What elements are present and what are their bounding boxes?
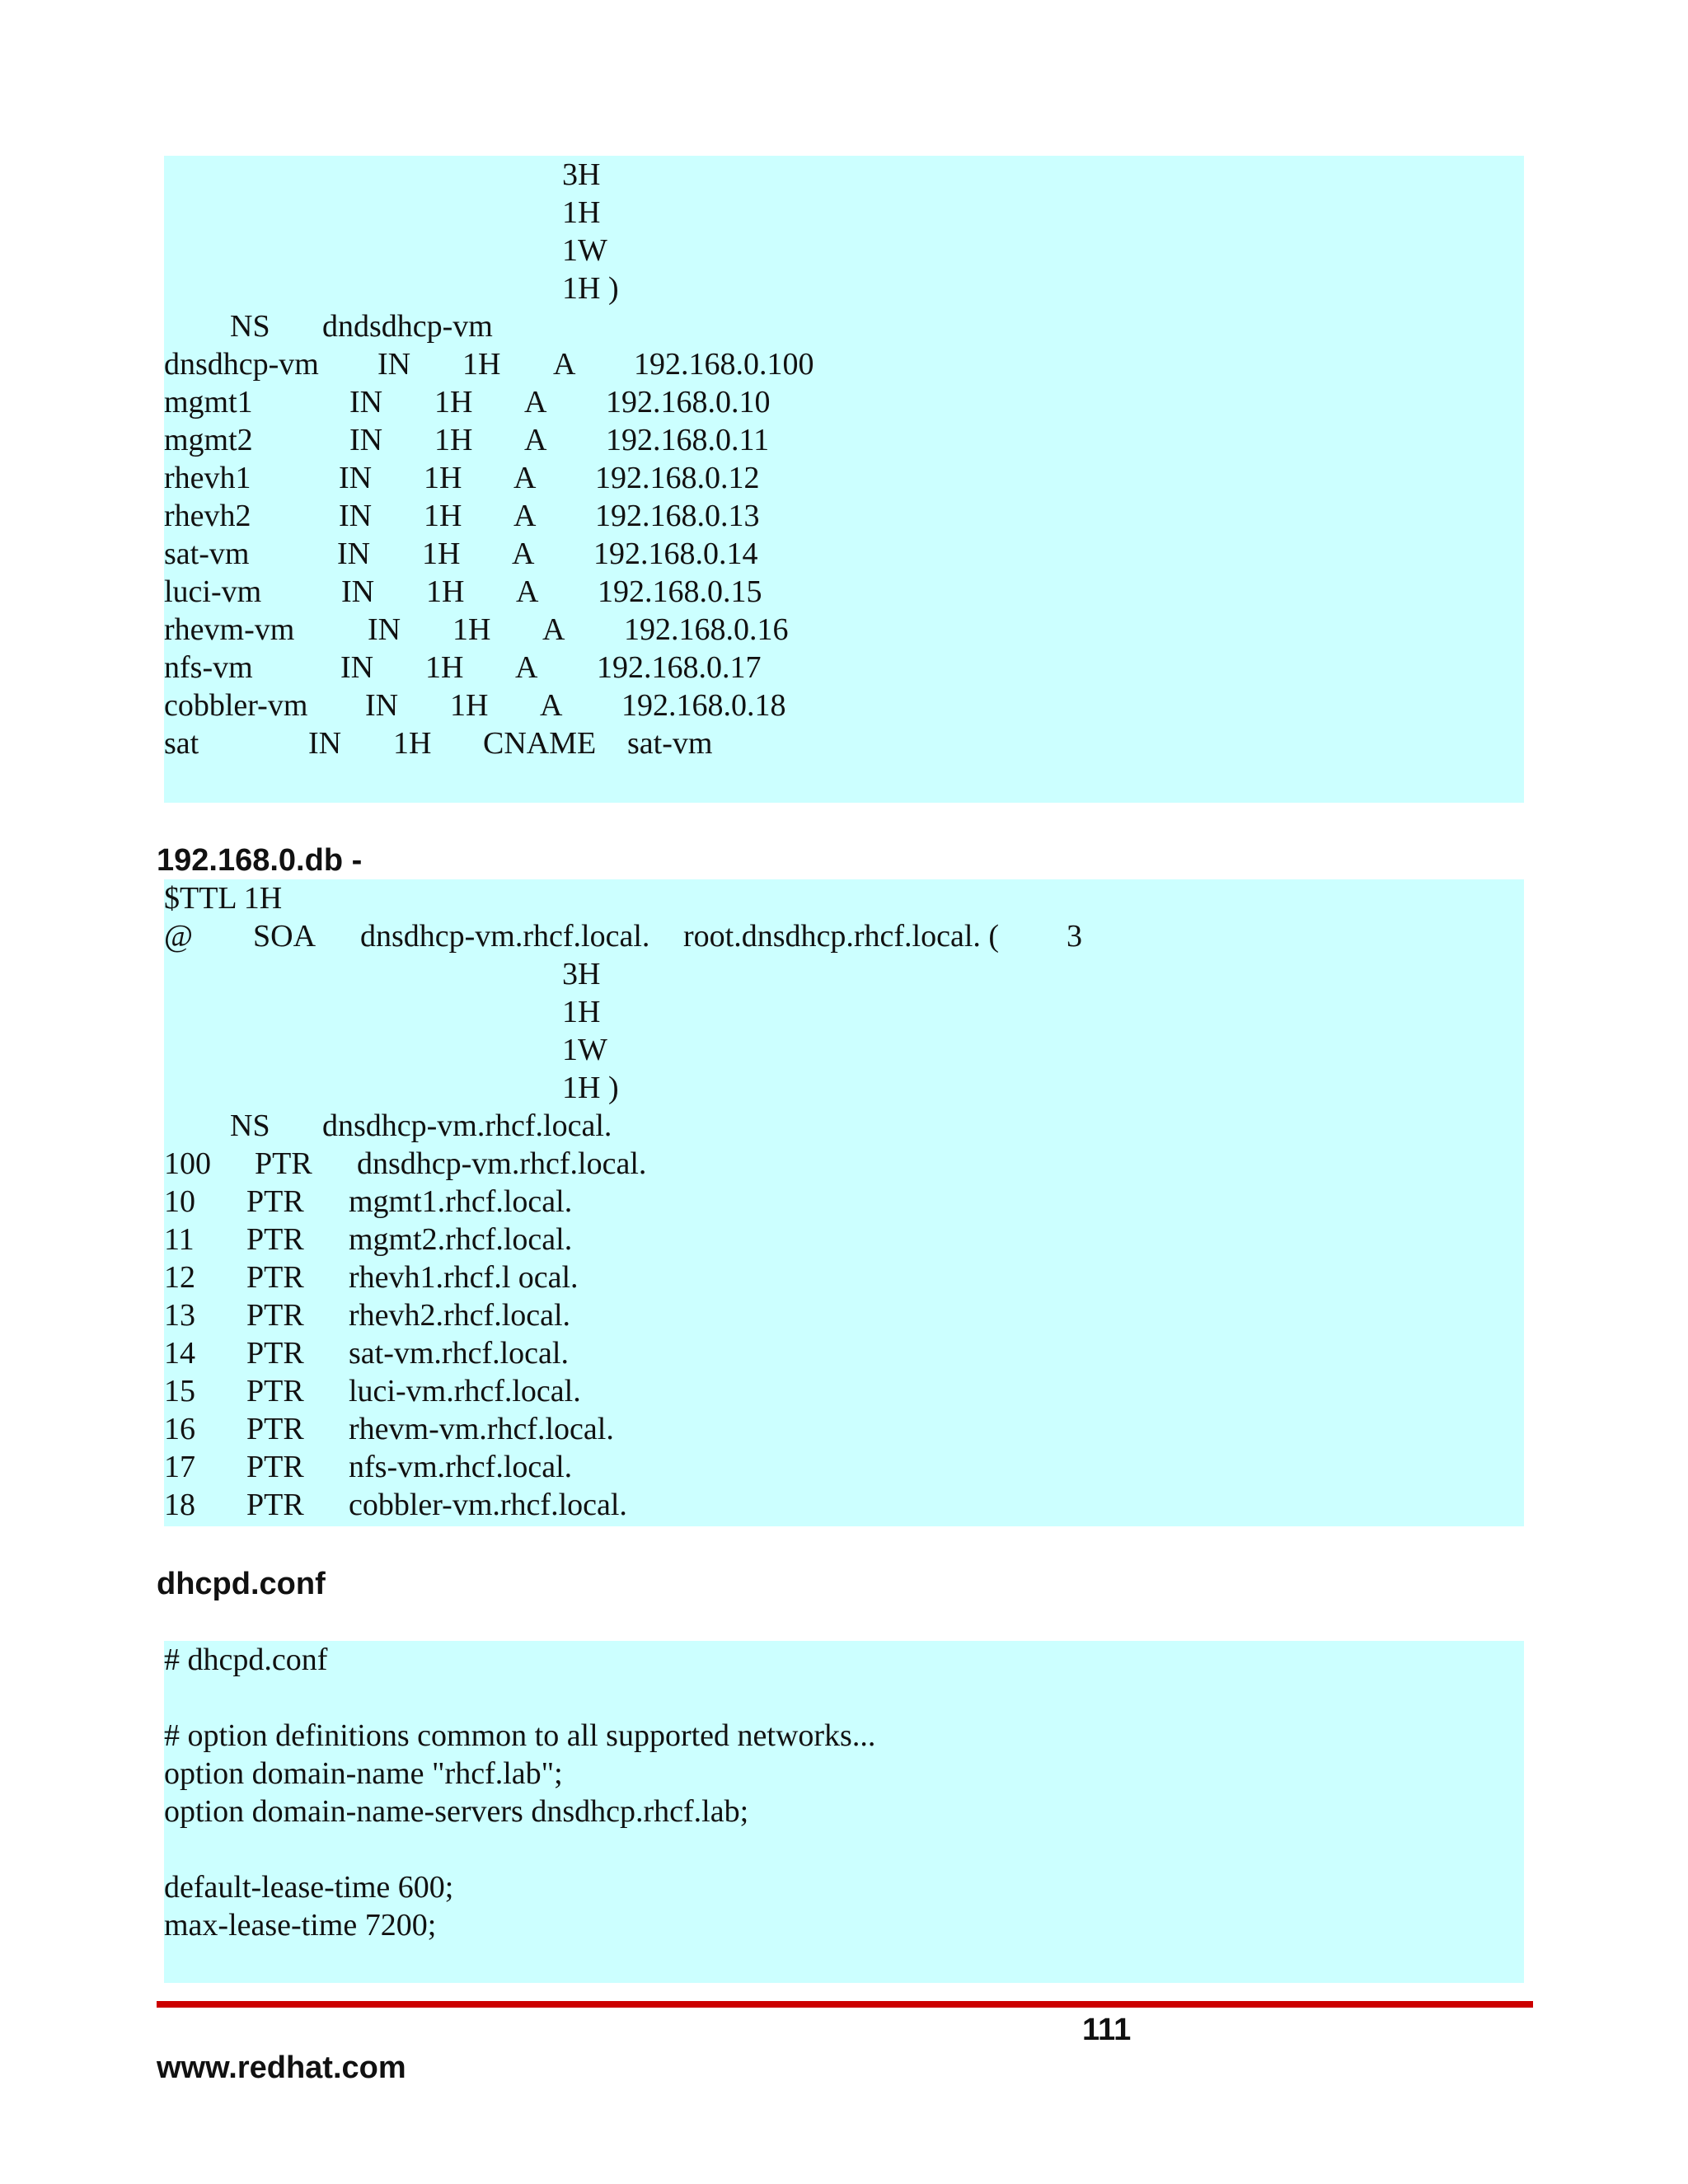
a-record-line: luci-vm IN 1H A 192.168.0.15 — [164, 574, 762, 609]
ns-record-line: NS dndsdhcp-vm — [230, 309, 493, 344]
a-record-line: mgmt2 IN 1H A 192.168.0.11 — [164, 423, 770, 457]
a-record-line: sat-vm IN 1H A 192.168.0.14 — [164, 537, 758, 571]
reverse-zone-heading: 192.168.0.db - — [157, 843, 363, 878]
cname-record-line: sat IN 1H CNAME sat-vm — [164, 726, 713, 761]
a-record-line: cobbler-vm IN 1H A 192.168.0.18 — [164, 688, 786, 723]
ptr-record-line: 11 PTR mgmt2.rhcf.local. — [164, 1222, 573, 1257]
dhcpd-conf-code-block: # dhcpd.conf # option definitions common to all supported networks... option domain-name "rhcf.lab"; option domain-name-servers dnsdhcp.rhcf.lab; default-lease-time 600; max-lease-time 7200; — [164, 1641, 1524, 1983]
ptr-record-line: 100 PTR dnsdhcp-vm.rhcf.local. — [164, 1146, 647, 1181]
website-link[interactable]: www.redhat.com — [157, 2050, 406, 2085]
ptr-record-line: 14 PTR sat-vm.rhcf.local. — [164, 1336, 569, 1371]
ptr-record-line: 18 PTR cobbler-vm.rhcf.local. — [164, 1488, 627, 1522]
page-number: 111 — [1082, 2013, 1132, 2047]
a-record-line: mgmt1 IN 1H A 192.168.0.10 — [164, 385, 771, 419]
ptr-record-line: 17 PTR nfs-vm.rhcf.local. — [164, 1450, 573, 1484]
reverse-zone-code-block: $TTL 1H @ SOA dnsdhcp-vm.rhcf.local. root.dnsdhcp.rhcf.local. ( 3 3H 1H 1W 1H ) NS dnsdhcp-vm.rhcf.local. 100 PTR dnsdhcp-vm.rhcf.local. 10 PTR mgmt1.rhcf.local. 11 PTR mgmt2.rhcf.local. 12 PTR rhevh1.rhcf.l ocal. 13 PTR rhevh2.rhcf.local. 14 PTR sat-vm.rhcf.local. 15 PTR luci-vm.rhcf.local. 16 PTR rhevm-vm.rhcf.local. 17 PTR nfs-vm.rhcf.local. 18 PTR cobbler-vm.rhcf.local. — [164, 879, 1524, 1526]
ptr-record-line: 15 PTR luci-vm.rhcf.local. — [164, 1374, 581, 1408]
a-record-line: dnsdhcp-vm IN 1H A 192.168.0.100 — [164, 347, 814, 382]
a-record-line: nfs-vm IN 1H A 192.168.0.17 — [164, 650, 762, 685]
ptr-record-line: 12 PTR rhevh1.rhcf.l ocal. — [164, 1260, 579, 1295]
ns-record-line: NS dnsdhcp-vm.rhcf.local. — [230, 1108, 612, 1143]
soa-line: @ SOA dnsdhcp-vm.rhcf.local. root.dnsdhcp.rhcf.local. ( 3 — [164, 919, 1082, 954]
ptr-record-line: 10 PTR mgmt1.rhcf.local. — [164, 1184, 573, 1219]
zone-code-block: 3H 1H 1W 1H ) NS dndsdhcp-vm dnsdhcp-vm IN 1H A 192.168.0.100 mgmt1 IN 1H A 192.168.0.10 mgmt2 IN 1H A 192.168.0.11 rhevh1 IN 1H A 192.168.0.12 rhevh2 IN 1H A 192.168.0.13 sat-vm IN 1H A 192.168.0.14 luci-vm IN 1H A 192.168.0.15 rhevm-vm IN 1H A 192.168.0.16 nfs-vm IN 1H A 192.168.0.17 cobbler-vm IN 1H A 192.168.0.18 sat IN 1H CNAME sat-vm — [164, 156, 1524, 803]
a-record-line: rhevm-vm IN 1H A 192.168.0.16 — [164, 612, 789, 647]
ptr-record-line: 13 PTR rhevh2.rhcf.local. — [164, 1298, 571, 1333]
a-record-line: rhevh2 IN 1H A 192.168.0.13 — [164, 499, 760, 533]
a-record-line: rhevh1 IN 1H A 192.168.0.12 — [164, 461, 760, 495]
dhcpd-conf-heading: dhcpd.conf — [157, 1567, 326, 1601]
footer-rule — [157, 2001, 1533, 2008]
ptr-record-line: 16 PTR rhevm-vm.rhcf.local. — [164, 1412, 614, 1446]
